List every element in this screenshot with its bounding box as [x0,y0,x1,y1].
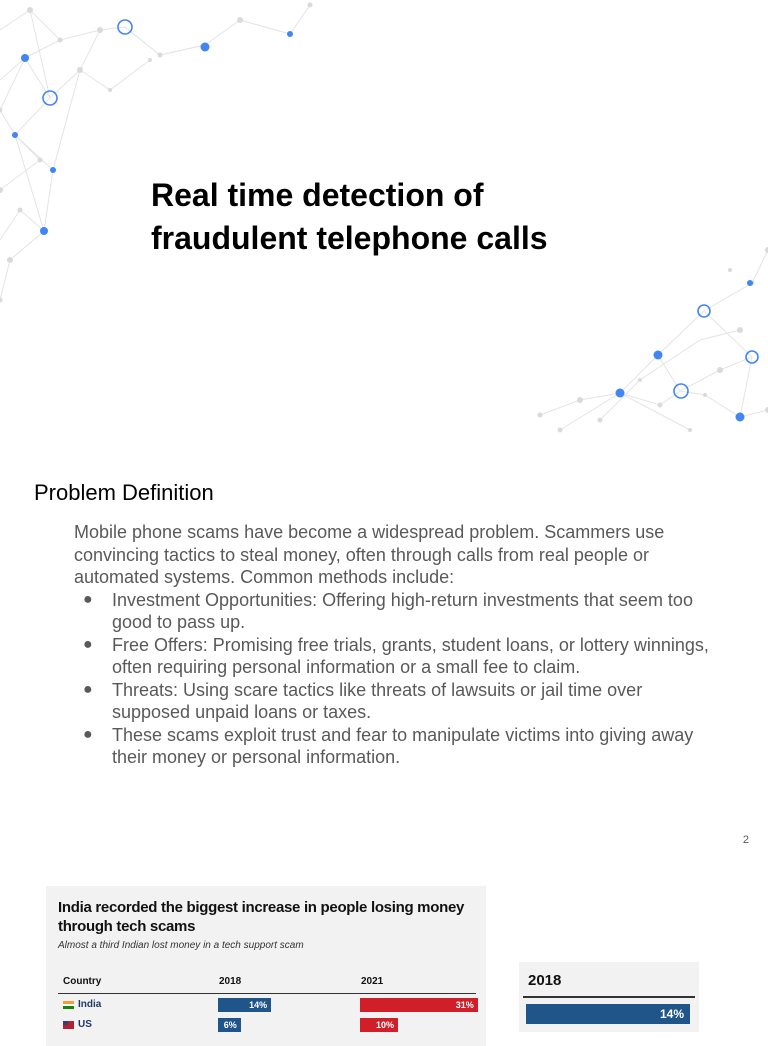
us-flag-icon [63,1021,74,1029]
column-header-2021: 2021 [361,976,384,987]
slide-title-line-1: Real time detection of [151,177,484,213]
bar-2021: 10% [360,1018,398,1032]
column-header-country: Country [63,976,102,987]
section-body [74,521,714,769]
zoom-bar-india-2018: 14% [526,1004,690,1024]
infographic-title: India recorded the biggest increase in people losing money through tech scams [58,899,465,935]
header-divider [58,993,476,994]
bullet-icon: ● [83,680,93,698]
bullet-icon: ● [83,635,93,653]
zoom-year-label: 2018 [528,972,562,989]
list-item-text: Threats: Using scare tactics like threats of lawsuits or jail time over supposed unpaid loans or taxes. [112,679,643,722]
bar-2021: 31% [360,998,478,1012]
country-label: India [78,999,102,1010]
india-flag-icon [63,1001,74,1009]
list-item [74,634,714,679]
bullet-icon: ● [83,725,93,743]
table-row [46,998,486,1014]
slide-title-line-2: fraudulent telephone calls [151,220,548,256]
list-item [74,589,714,634]
section-heading: Problem Definition [34,480,214,505]
bar-2018: 14% [218,998,271,1012]
zoom-divider [523,996,695,998]
bullet-icon: ● [83,590,93,608]
country-label: US [78,1019,92,1030]
slide-title [151,174,711,260]
infographic-subtitle: Almost a third Indian lost money in a tech support scam [58,940,304,951]
list-item-text: Free Offers: Promising free trials, grants, student loans, or lottery winnings, often requiring personal information or a small fee to claim. [112,634,709,677]
list-item-text: Investment Opportunities: Offering high-return investments that seem too good to pass up. [112,589,693,632]
list-item [74,724,714,769]
statistics-slide [0,858,768,1030]
title-slide [0,0,768,434]
column-header-2018: 2018 [219,976,242,987]
problem-definition-slide [0,434,768,858]
bar-2018: 6% [218,1018,241,1032]
table-row [46,1018,486,1034]
list-item [74,679,714,724]
zoomed-2018-card [519,962,699,1032]
scam-methods-list [74,589,714,769]
page-number: 2 [742,834,749,846]
tech-scam-infographic [46,886,486,1046]
intro-paragraph: Mobile phone scams have become a widespread problem. Scammers use convincing tactics to steal money, often through calls from real people or automated systems. Common methods include: [74,522,665,587]
list-item-text: These scams exploit trust and fear to manipulate victims into giving away their money or personal information. [112,724,694,767]
